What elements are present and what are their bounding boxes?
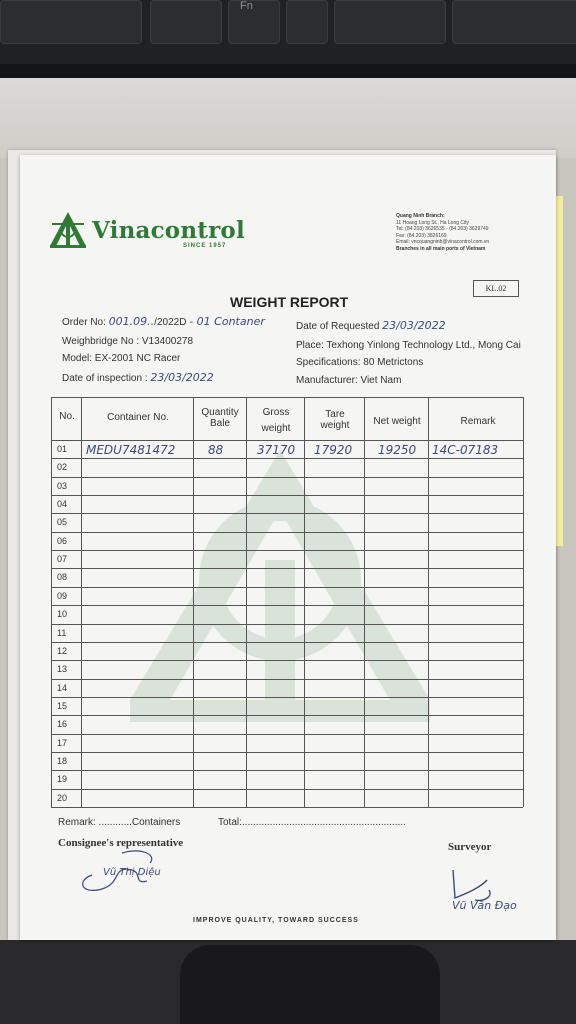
branch-address: 11 Hoang Long St., Ha Long City — [396, 219, 470, 226]
table-col-line — [81, 397, 82, 807]
row-number: 03 — [57, 480, 68, 491]
branch-title: Quang Ninh Branch: — [396, 213, 445, 219]
date-inspection-value: 23/03/2022 — [150, 371, 214, 384]
watermark-logo-icon — [110, 440, 450, 740]
row-number: 14 — [57, 682, 68, 693]
key — [334, 0, 446, 44]
col-header-tare-2: weight — [320, 420, 350, 431]
table-col-line — [193, 397, 194, 807]
surveyor-label: Surveyor — [448, 841, 492, 853]
col-header-gross — [248, 405, 304, 437]
row-number: 17 — [57, 737, 68, 748]
weighbridge-field: Weighbridge No : V13400278 — [62, 336, 194, 347]
date-requested-label: Date of Requested — [296, 321, 380, 332]
row-number: 04 — [57, 499, 68, 510]
key — [0, 0, 142, 44]
order-no-field — [62, 315, 265, 328]
branch-ports: Branches in all main ports of Vietnam — [396, 245, 486, 252]
row1-tare-weight: 17920 — [314, 443, 353, 457]
table-row-line — [51, 679, 523, 680]
table-row-line — [51, 587, 523, 588]
table-row-line — [51, 642, 523, 643]
col-header-no: No. — [59, 411, 75, 422]
key-label-fn: Fn — [240, 0, 253, 12]
table-row-line — [51, 697, 523, 698]
row-number: 07 — [57, 554, 68, 565]
table-row-line — [51, 532, 523, 533]
specifications-field: Specifications: 80 Metrictons — [296, 357, 424, 368]
table-col-line — [428, 397, 429, 807]
model-field: Model: EX-2001 NC Racer — [62, 353, 181, 364]
table-row-line — [51, 440, 523, 441]
row-number: 06 — [57, 535, 68, 546]
table-row-line — [51, 624, 523, 625]
order-no-note: - 01 Contaner — [189, 315, 265, 328]
manufacturer-field: Manufacturer: Viet Nam — [296, 375, 402, 386]
order-no-value: 001.09.. — [108, 315, 155, 328]
row-number: 02 — [57, 462, 68, 473]
date-inspection-label: Date of inspection : — [62, 373, 148, 384]
col-header-gross-1: Gross — [262, 407, 290, 418]
place-field: Place: Texhong Yinlong Technology Ltd., Mong Cai — [296, 340, 521, 351]
dark-object — [180, 945, 440, 1024]
remark-containers: Remark: ............Containers — [58, 817, 181, 828]
table-row-line — [51, 605, 523, 606]
form-code-box: KL.02 — [473, 280, 519, 297]
row-number: 18 — [57, 755, 68, 766]
col-header-container: Container No. — [107, 412, 169, 423]
table-col-line — [246, 397, 247, 807]
table-row-line — [51, 734, 523, 735]
col-header-tare-1: Tare — [325, 409, 345, 420]
row-number: 12 — [57, 645, 68, 656]
table-row-line — [51, 752, 523, 753]
table-col-line — [51, 397, 52, 807]
row-number: 11 — [57, 627, 67, 638]
surveyor-name: Vũ Văn Đạo — [452, 899, 517, 912]
slogan: IMPROVE QUALITY, TOWARD SUCCESS — [193, 917, 359, 924]
company-logo-text: Vinacontrol — [92, 217, 245, 244]
branch-email: Email: vncquangninh@vinacontrol.com.vn — [396, 239, 490, 245]
branch-info — [396, 213, 546, 252]
consignee-signed-name: Vũ Thị Diệu — [103, 867, 161, 878]
table-row-line — [51, 458, 523, 459]
desk-surface — [0, 78, 576, 158]
row1-container-no: MEDU7481472 — [86, 443, 176, 457]
row-number: 05 — [57, 517, 68, 528]
row1-net-weight: 19250 — [378, 443, 417, 457]
branch-fax: Fax: (84.203) 3826169 — [396, 232, 447, 239]
key — [286, 0, 328, 44]
row-number: 10 — [57, 609, 68, 620]
table-row-line — [51, 807, 523, 808]
key — [150, 0, 222, 44]
total-field: Total:........................................................... — [218, 817, 406, 828]
table-col-line — [364, 397, 365, 807]
table-col-line — [304, 397, 305, 807]
row-number: 16 — [57, 719, 68, 730]
consignee-label: Consignee's representative — [58, 837, 184, 849]
table-row-line — [51, 715, 523, 716]
key — [228, 0, 280, 44]
date-requested-value: 23/03/2022 — [382, 319, 446, 332]
row1-quantity: 88 — [208, 443, 224, 457]
table-col-line — [523, 397, 524, 807]
order-no-label: Order No: — [62, 317, 106, 328]
col-header-gross-2: weight — [261, 423, 291, 434]
date-inspection-field — [62, 371, 214, 384]
row-number: 01 — [57, 444, 68, 454]
row-number: 15 — [57, 700, 68, 711]
table-row-line — [51, 568, 523, 569]
order-no-suffix: /2022D — [154, 317, 187, 328]
key — [452, 0, 576, 44]
row-number: 09 — [57, 590, 68, 601]
keyboard-edge — [0, 64, 576, 78]
branch-tel: Tel: (84.203) 3626535 - (84.203) 3629749 — [396, 226, 489, 232]
table-row-line — [51, 513, 523, 514]
col-header-remark: Remark — [460, 416, 496, 427]
col-header-quantity-1: Quantity — [201, 407, 239, 418]
row1-gross-weight: 37170 — [257, 443, 296, 457]
table-row-line — [51, 550, 523, 551]
table-border-top — [51, 397, 523, 398]
table-row-line — [51, 495, 523, 496]
row-number: 19 — [57, 774, 68, 785]
col-header-quantity-2: Bale — [209, 418, 230, 429]
date-requested-field — [296, 319, 446, 332]
row-number: 20 — [57, 792, 68, 803]
table-row-line — [51, 789, 523, 790]
since-label: SINCE 1957 — [183, 243, 227, 249]
report-title: WEIGHT REPORT — [230, 294, 349, 310]
row-number: 08 — [57, 572, 68, 583]
table-row-line — [51, 477, 523, 478]
table-row-line — [51, 770, 523, 771]
row1-remark: 14C-07183 — [432, 443, 499, 457]
col-header-quantity — [195, 407, 245, 429]
table-row-line — [51, 660, 523, 661]
row-number: 13 — [57, 664, 68, 675]
col-header-net: Net weight — [373, 416, 421, 427]
col-header-tare — [306, 409, 364, 431]
keyboard-background — [0, 0, 576, 78]
